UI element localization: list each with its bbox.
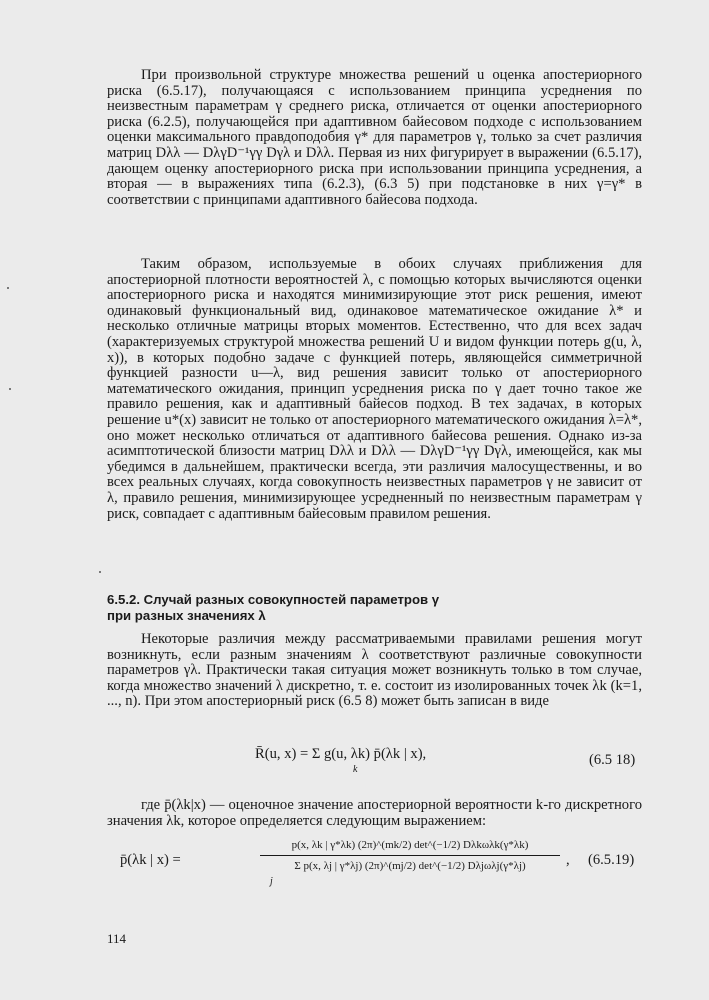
scan-speck — [99, 571, 101, 573]
scan-speck — [7, 287, 9, 289]
equation-6-5-19-numerator: p(x, λk | γ*λk) (2π)^(mk/2) det^(−1/2) Dλkωλk(γ*λk) — [291, 839, 529, 851]
scan-speck — [9, 388, 11, 390]
section-heading-line1: 6.5.2. Случай разных совокупностей параметров γ — [107, 592, 440, 607]
paragraph-1: При произвольной структуре множества решений u оценка апостериорного риска (6.5.17), получающаяся с использованием принципа усреднения по неизвестным параметрам γ среднего риска, отличается от оценки апостериорного риска (6.2.5), получающейся при адаптивном байесовом подходе с использованием оценки максимального правдоподобия γ* для параметров γ, только за счет различия матриц Dλλ — DλγD⁻¹γγ Dγλ и Dλλ. Первая из них фигурирует в выражении (6.5.17), дающем оценку апостериорного риска при использовании принципа усреднения, а вторая — в выражениях типа (6.2.3), (6.3 5) при подстановке в них γ=γ* в соответствии с принципами адаптивного байесова подхода. — [107, 67, 642, 208]
section-heading — [107, 592, 642, 624]
equation-6-5-19-sum-index: j — [270, 876, 273, 887]
equation-6-5-19-denominator: Σ p(x, λj | γ*λj) (2π)^(mj/2) det^(−1/2) Dλjωλj(γ*λj) — [294, 860, 526, 872]
equation-6-5-18-number: (6.5 18) — [589, 752, 636, 768]
equation-6-5-18-sum-index: k — [353, 764, 358, 775]
fraction-bar — [260, 855, 560, 856]
equation-6-5-18-body: R̄(u, x) = Σ g(u, λk) p̄(λk | x), — [255, 746, 427, 762]
equation-6-5-19-tail: , — [566, 852, 570, 868]
section-heading-line2: при разных значениях λ — [107, 608, 266, 623]
equation-6-5-18 — [255, 746, 427, 775]
equation-6-5-19-fraction — [260, 836, 560, 887]
equation-6-5-19-number: (6.5.19) — [588, 852, 635, 868]
page-number: 114 — [107, 931, 127, 946]
paragraph-4: где p̄(λk|x) — оценочное значение апостериорной вероятности k-го дискретного значения λk, которое определяется следующим выражением: — [107, 797, 642, 829]
paragraph-3: Некоторые различия между рассматриваемыми правилами решения могут возникнуть, если разным значениям λ соответствуют различные совокупности параметров γλ. Практически такая ситуация может возникнуть только в том случае, когда множество значений λ дискретно, т. е. состоит из изолированных точек λk (k=1, ..., n). При этом апостериорный риск (6.5 8) может быть записан в виде — [107, 631, 642, 710]
paragraph-2: Таким образом, используемые в обоих случаях приближения для апостериорной плотности вероятностей λ, с помощью которых вычисляются оценки апостериорного риска и находятся минимизирующие этот риск решения, имеют одинаковый функциональный вид, одинаковое математическое ожидание λ* и несколько отличные матрицы вторых моментов. Естественно, что для всех задач (характеризуемых структурой множества решений U и видом функции потерь g(u, λ, x)), в которых подобно задаче с функцией потерь, являющейся симметричной функцией разности u—λ, вид решения зависит только от апостериорного математического ожидания, принцип усреднения риска по γ дает точно такое же правило решения, как и адаптивный байесов подход. В тех задачах, в которых решение u*(x) зависит не только от апостериорного математического ожидания λ=λ*, оно может несколько отличаться от адаптивного байесова решения. Однако из-за асимптотической близости матриц Dλλ и Dλλ — DλγD⁻¹γγ Dγλ, имеющейся, как мы убедимся в дальнейшем, практически всегда, эти различия малосущественны, и во всех реальных случаях, когда совокупность неизвестных параметров γ не зависит от λ, правило решения, минимизирующее усредненный по неизвестным параметрам γ риск, совпадает с адаптивным байесовым правилом решения. — [107, 256, 642, 522]
equation-6-5-19-lhs: p̄(λk | x) = — [120, 852, 181, 868]
